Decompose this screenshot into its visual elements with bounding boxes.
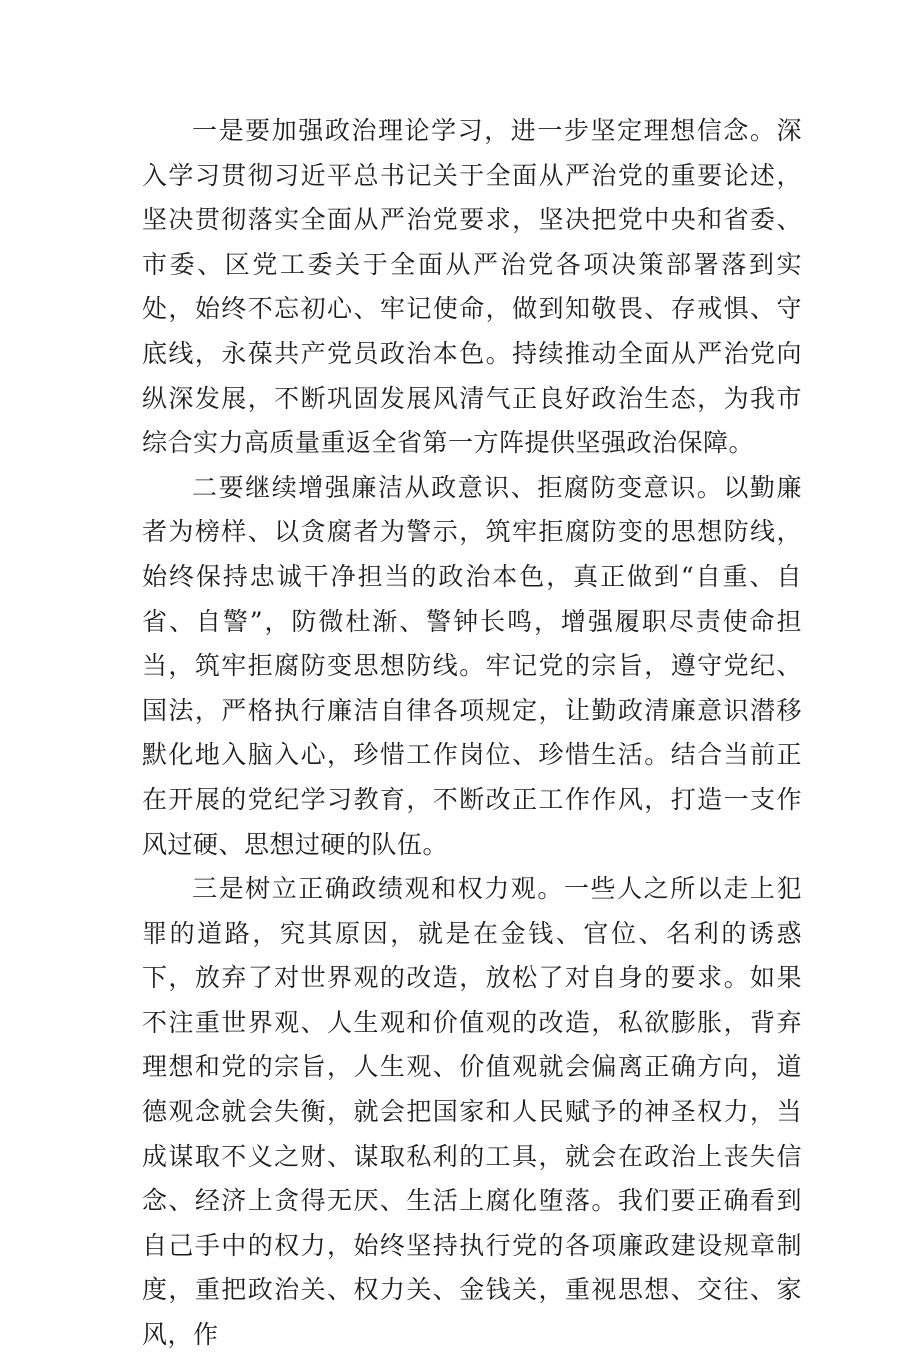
- document-body: [142, 109, 802, 1358]
- paragraph-3: 三是树立正确政绩观和权力观。一些人之所以走上犯罪的道路，究其原因，就是在金钱、官位、名利的诱惑下，放弃了对世界观的改造，放松了对自身的要求。如果不注重世界观、人生观和价值观的改造，私欲膨胀，背弃理想和党的宗旨，人生观、价值观就会偏离正确方向，道德观念就会失衡，就会把国家和人民赋予的神圣权力，当成谋取不义之财、谋取私利的工具，就会在政治上丧失信念、经济上贪得无厌、生活上腐化堕落。我们要正确看到自己手中的权力，始终坚持执行党的各项廉政建设规章制度，重把政治关、权力关、金钱关，重视思想、交往、家风，作: [142, 874, 802, 1350]
- paragraph-1: 一是要加强政治理论学习，进一步坚定理想信念。深入学习贯彻习近平总书记关于全面从严治党的重要论述，坚决贯彻落实全面从严治党要求，坚决把党中央和省委、市委、区党工委关于全面从严治党各项决策部署落到实处，始终不忘初心、牢记使命，做到知敬畏、存戒惧、守底线，永葆共产党员政治本色。持续推动全面从严治党向纵深发展，不断巩固发展风清气正良好政治生态，为我市综合实力高质量重返全省第一方阵提供坚强政治保障。: [142, 116, 802, 458]
- paragraph-2: 二要继续增强廉洁从政意识、拒腐防变意识。以勤廉者为榜样、以贪腐者为警示，筑牢拒腐防变的思想防线，始终保持忠诚干净担当的政治本色，真正做到“自重、自省、自警”，防微杜渐、警钟长鸣，增强履职尽责使命担当，筑牢拒腐防变思想防线。牢记党的宗旨，遵守党纪、国法，严格执行廉洁自律各项规定，让勤政清廉意识潜移默化地入脑入心，珍惜工作岗位、珍惜生活。结合当前正在开展的党纪学习教育，不断改正工作作风，打造一支作风过硬、思想过硬的队伍。: [142, 472, 802, 859]
